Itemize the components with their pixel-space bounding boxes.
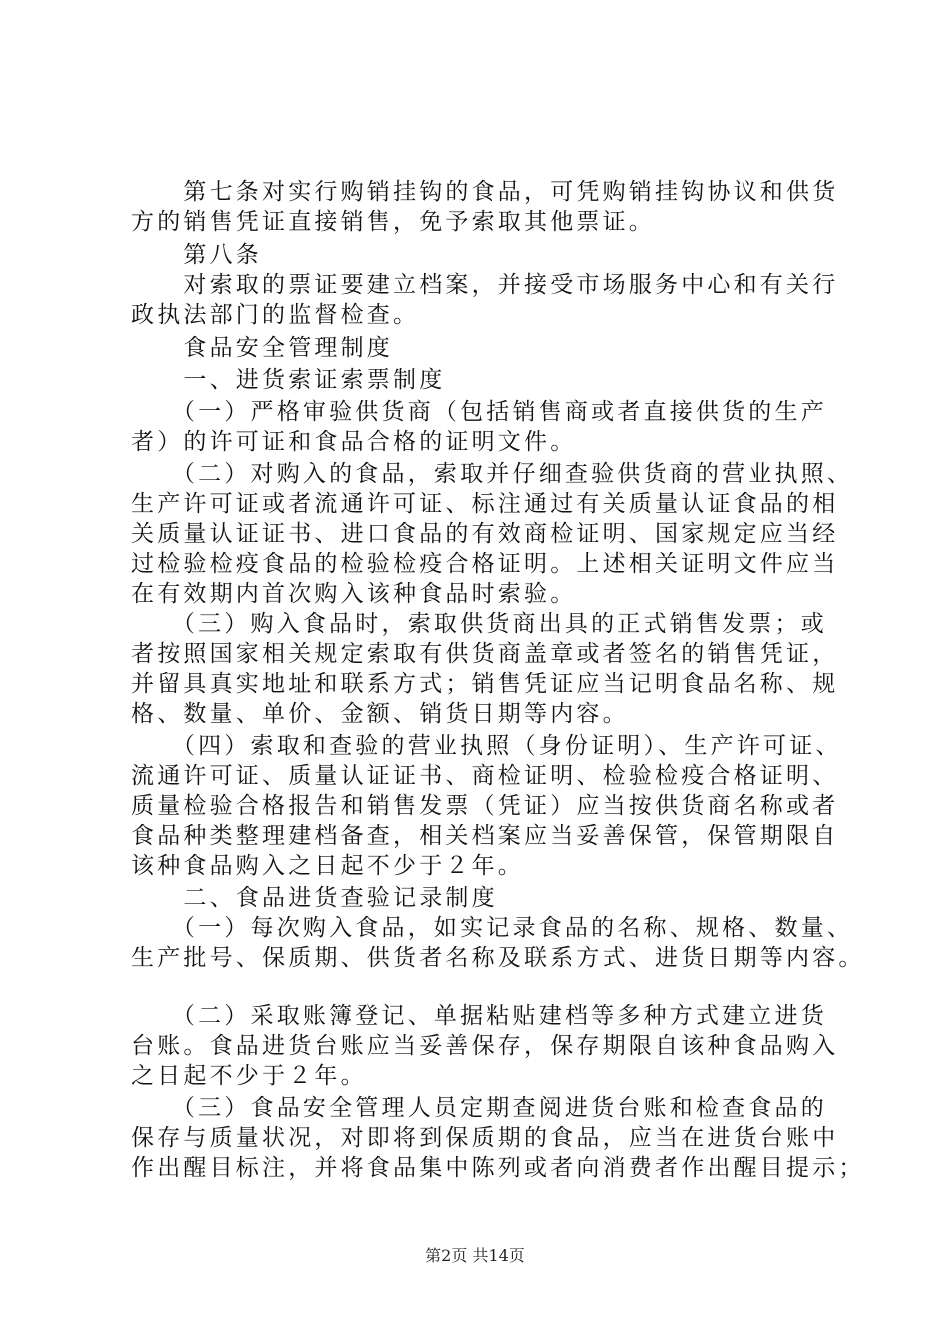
text-line: 关质量认证证书、进口食品的有效商检证明、国家规定应当经	[131, 521, 839, 547]
text-line: 质量检验合格报告和销售发票（凭证）应当按供货商名称或者	[131, 793, 839, 819]
text-line: （二）采取账簿登记、单据粘贴建档等多种方式建立进货	[131, 1003, 827, 1029]
text-line: 第八条	[131, 242, 262, 268]
text-line: 食品种类整理建档备查，相关档案应当妥善保管，保管期限自	[131, 823, 839, 849]
text-line: （三）食品安全管理人员定期查阅进货台账和检查食品的	[131, 1095, 827, 1121]
text-line: 格、数量、单价、金额、销货日期等内容。	[131, 701, 629, 727]
text-line: 第七条对实行购销挂钩的食品，可凭购销挂钩协议和供货	[131, 179, 839, 205]
text-line: 生产批号、保质期、供货者名称及联系方式、进货日期等内容。	[131, 945, 865, 971]
text-line: 二、食品进货查验记录制度	[131, 885, 498, 911]
text-line: 者按照国家相关规定索取有供货商盖章或者签名的销售凭证，	[131, 641, 839, 667]
text-line: 政执法部门的监督检查。	[131, 302, 420, 328]
text-line: （四）索取和查验的营业执照（身份证明）、生产许可证、	[131, 733, 842, 759]
text-line: 台账。食品进货台账应当妥善保存，保存期限自该种食品购入	[131, 1033, 839, 1059]
text-line: 食品安全管理制度	[131, 335, 393, 361]
text-line: （二）对购入的食品，索取并仔细查验供货商的营业执照、	[131, 461, 854, 487]
text-line: 作出醒目标注，并将食品集中陈列或者向消费者作出醒目提示；	[131, 1155, 865, 1181]
page-footer: 第2页 共14页	[425, 1246, 525, 1265]
text-line: 者）的许可证和食品合格的证明文件。	[131, 429, 577, 455]
text-line: 方的销售凭证直接销售，免予索取其他票证。	[131, 209, 655, 235]
text-line: 过检验检疫食品的检验检疫合格证明。上述相关证明文件应当	[131, 551, 839, 577]
text-line: 保存与质量状况，对即将到保质期的食品，应当在进货台账中	[131, 1125, 839, 1151]
text-line: 一、进货索证索票制度	[131, 367, 446, 393]
text-line: 对索取的票证要建立档案，并接受市场服务中心和有关行	[131, 272, 839, 298]
text-line: 在有效期内首次购入该种食品时索验。	[131, 581, 577, 607]
text-line: 流通许可证、质量认证证书、商检证明、检验检疫合格证明、	[131, 763, 839, 789]
text-line: 该种食品购入之日起不少于２年。	[131, 853, 524, 879]
text-line: 并留具真实地址和联系方式；销售凭证应当记明食品名称、规	[131, 671, 839, 697]
text-line: 之日起不少于２年。	[131, 1063, 367, 1089]
text-line: （一）严格审验供货商（包括销售商或者直接供货的生产	[131, 399, 827, 425]
text-line: （一）每次购入食品，如实记录食品的名称、规格、数量、	[131, 915, 854, 941]
text-line: （三）购入食品时，索取供货商出具的正式销售发票；或	[131, 611, 827, 637]
text-line: 生产许可证或者流通许可证、标注通过有关质量认证食品的相	[131, 491, 839, 517]
